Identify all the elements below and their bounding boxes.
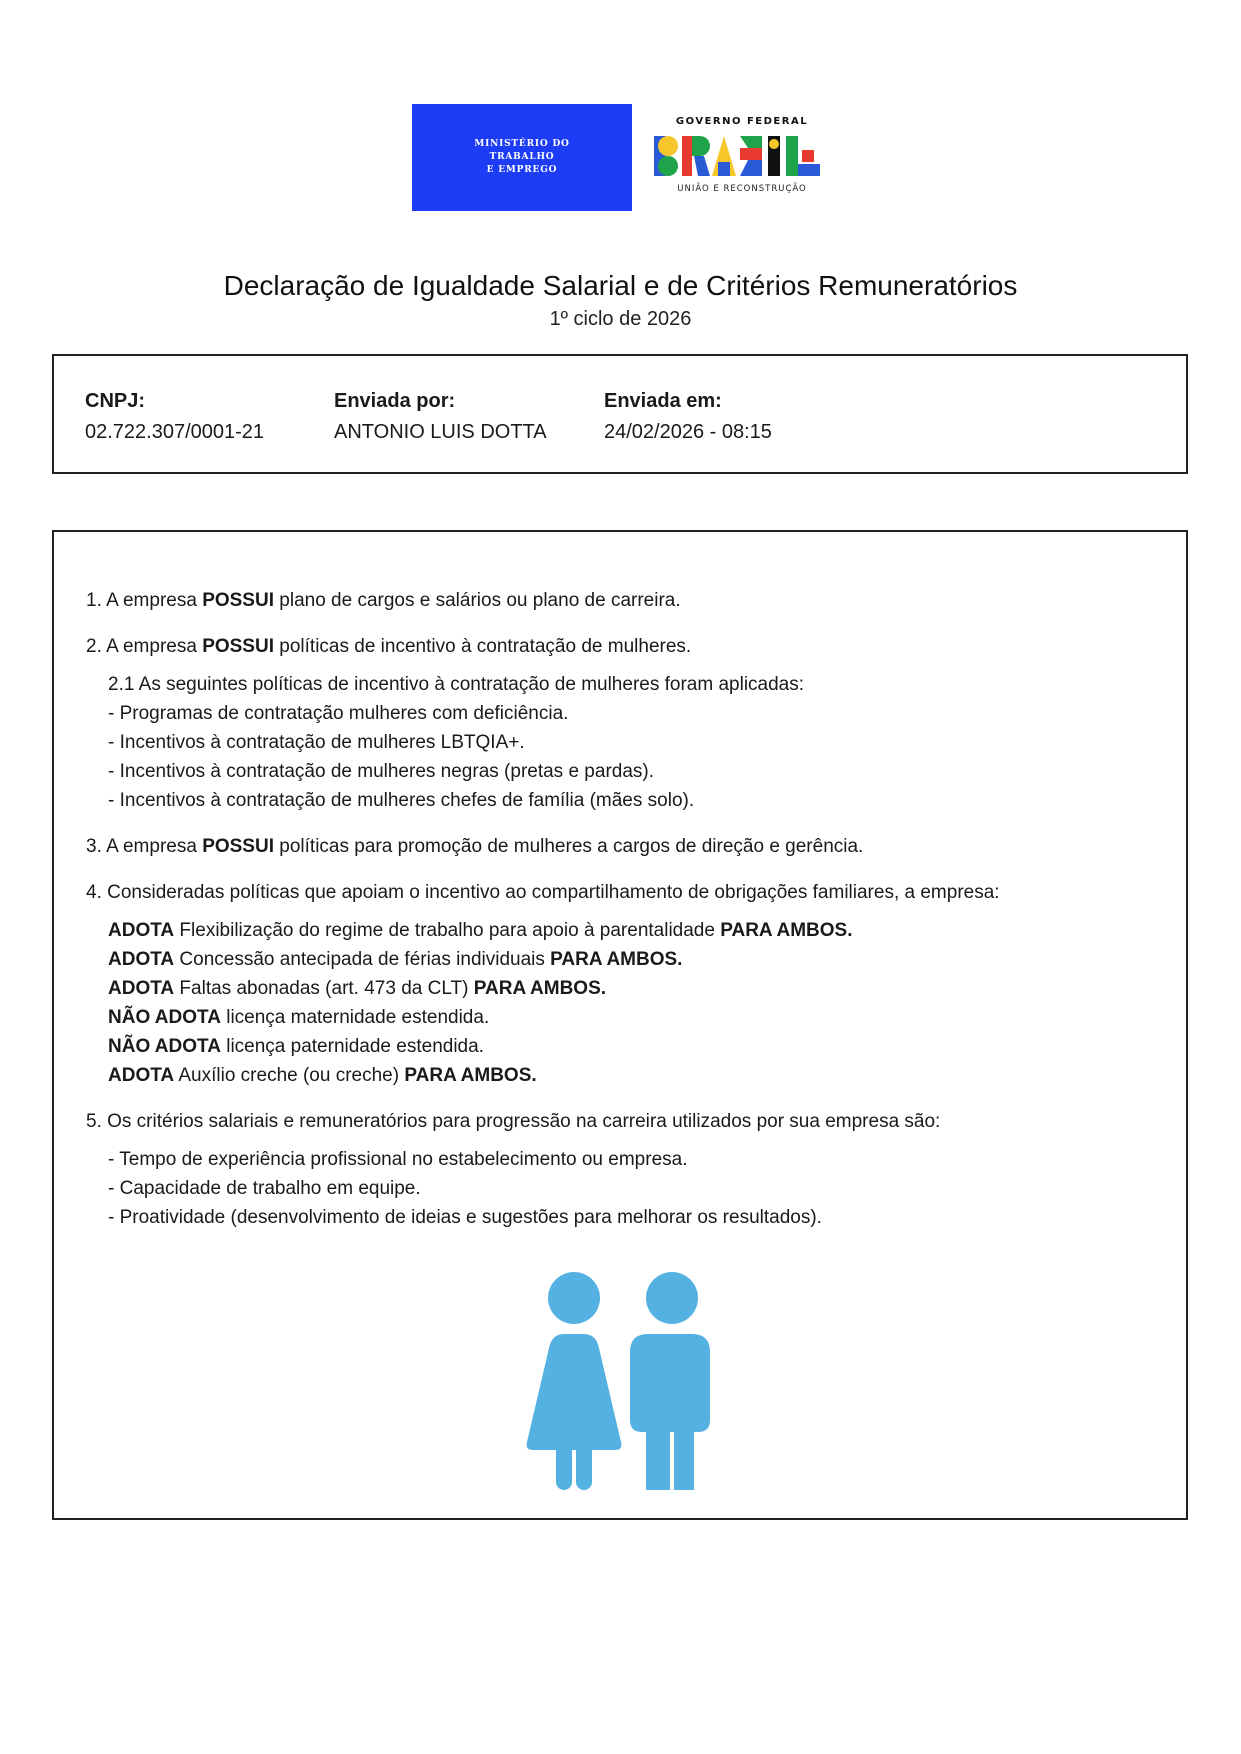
brasil-logo-icon — [652, 132, 832, 180]
cnpj-value: 02.722.307/0001-21 — [85, 421, 265, 443]
list-item: - Incentivos à contratação de mulheres LBTQIA+. — [108, 732, 525, 753]
gov-federal-logo — [652, 116, 832, 200]
list-item — [108, 1032, 1166, 1061]
policy-scope: PARA AMBOS. — [550, 949, 683, 970]
ministry-logo — [412, 104, 632, 211]
cnpj-label: CNPJ: — [85, 390, 146, 412]
ministry-logo-line: E EMPREGO — [486, 165, 558, 175]
policy-status: ADOTA — [108, 920, 175, 941]
policy-text: Concessão antecipada de férias individuais — [174, 949, 551, 970]
list-item: - Tempo de experiência profissional no estabelecimento ou empresa. — [108, 1149, 688, 1170]
question-5-details — [108, 1145, 1166, 1232]
question-3 — [86, 832, 1166, 861]
sent-by-value: ANTONIO LUIS DOTTA — [334, 421, 547, 443]
q3-prefix: 3. A empresa — [86, 836, 203, 857]
page-subtitle: 1º ciclo de 2026 — [549, 308, 692, 330]
question-4-details — [108, 916, 1166, 1090]
policy-status: NÃO ADOTA — [108, 1007, 221, 1028]
header-logos — [412, 104, 832, 212]
q1-prefix: 1. A empresa — [86, 590, 203, 611]
sent-at-field — [604, 390, 772, 444]
q2-sub-header: 2.1 As seguintes políticas de incentivo à contratação de mulheres foram aplicadas: — [108, 674, 805, 695]
gov-logo-bottom-text: UNIÃO E RECONSTRUÇÃO — [677, 184, 807, 194]
policy-text: Faltas abonadas (art. 473 da CLT) — [174, 978, 474, 999]
list-item — [108, 974, 1166, 1003]
q2-status: POSSUI — [202, 636, 274, 657]
list-item: - Programas de contratação mulheres com deficiência. — [108, 703, 569, 724]
policy-text: Auxílio creche (ou creche) — [174, 1065, 405, 1086]
question-1 — [86, 586, 1166, 615]
q1-text: plano de cargos e salários ou plano de carreira. — [274, 590, 681, 611]
sent-by-label: Enviada por: — [334, 390, 456, 412]
question-2-details — [108, 670, 1166, 815]
question-2 — [86, 632, 1166, 661]
policy-scope: PARA AMBOS. — [404, 1065, 537, 1086]
list-item: - Incentivos à contratação de mulheres negras (pretas e pardas). — [108, 761, 655, 782]
ministry-logo-line: MINISTÉRIO DO — [474, 139, 570, 149]
question-4: 4. Consideradas políticas que apoiam o incentivo ao compartilhamento de obrigações familiares, a empresa: — [86, 882, 1000, 903]
gov-logo-top-text: GOVERNO FEDERAL — [675, 116, 809, 127]
declaration-content — [86, 586, 1166, 1249]
sent-by-field — [334, 390, 547, 444]
policy-text: licença maternidade estendida. — [220, 1007, 490, 1028]
q2-text: políticas de incentivo à contratação de mulheres. — [274, 636, 692, 657]
page-title: Declaração de Igualdade Salarial e de Critérios Remuneratórios — [223, 270, 1018, 301]
sent-at-label: Enviada em: — [604, 390, 722, 412]
sent-at-value: 24/02/2026 - 08:15 — [604, 421, 772, 443]
policy-status: ADOTA — [108, 1065, 175, 1086]
policy-scope: PARA AMBOS. — [720, 920, 853, 941]
declaration-box — [52, 530, 1188, 1520]
q1-status: POSSUI — [202, 590, 274, 611]
ministry-logo-line: TRABALHO — [489, 152, 555, 162]
submission-info-box — [52, 354, 1188, 474]
policy-text: licença paternidade estendida. — [220, 1036, 484, 1057]
list-item — [108, 1003, 1166, 1032]
question-5: 5. Os critérios salariais e remuneratórios para progressão na carreira utilizados por sua empresa são: — [86, 1111, 941, 1132]
list-item — [108, 1061, 1166, 1090]
cnpj-field — [85, 390, 264, 444]
list-item: - Proatividade (desenvolvimento de ideias e sugestões para melhorar os resultados). — [108, 1207, 822, 1228]
policy-status: ADOTA — [108, 978, 175, 999]
woman-man-icon — [524, 1272, 724, 1492]
q2-prefix: 2. A empresa — [86, 636, 203, 657]
policy-status: ADOTA — [108, 949, 175, 970]
list-item — [108, 916, 1166, 945]
policy-text: Flexibilização do regime de trabalho para apoio à parentalidade — [174, 920, 721, 941]
policy-status: NÃO ADOTA — [108, 1036, 221, 1057]
policy-scope: PARA AMBOS. — [473, 978, 607, 999]
list-item: - Incentivos à contratação de mulheres chefes de família (mães solo). — [108, 790, 695, 811]
q3-text: políticas para promoção de mulheres a cargos de direção e gerência. — [274, 836, 864, 857]
list-item: - Capacidade de trabalho em equipe. — [108, 1178, 421, 1199]
list-item — [108, 945, 1166, 974]
q3-status: POSSUI — [202, 836, 274, 857]
